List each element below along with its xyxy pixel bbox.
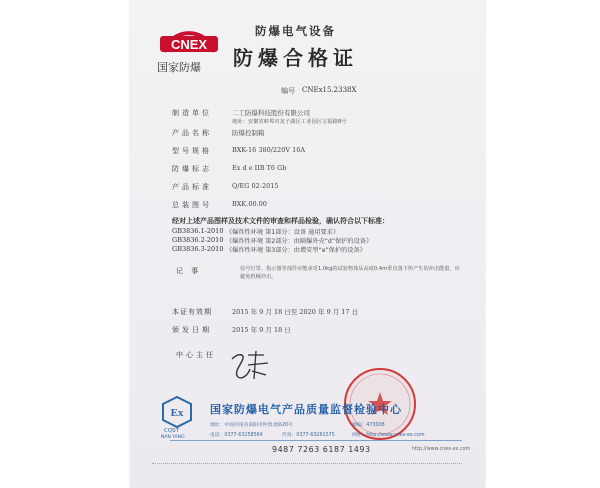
director-signature [228,347,272,383]
issue-date-label: 颁发日期 [172,326,212,334]
standard-text-3: 《爆炸性环境 第3部分：由增安型“e”保护的设备》 [226,247,366,254]
cqst-city: NAN YANG [161,435,185,440]
field-value-ex-marking: Ex d e IIB T6 Gb [232,164,287,172]
institute-name: 国家防爆电气产品质量监督检验中心 [210,403,402,416]
svg-text:Ex: Ex [170,407,184,419]
standard-code-1: GB3836.1-2010 [172,227,224,235]
field-value-manufacturer: 二工防爆科技股份有限公司 [232,109,310,117]
standard-text-2: 《爆炸性环境 第2部分：由隔爆外壳“d”保护的设备》 [226,238,373,245]
field-value-model: BXK-16 380/220V 16A [232,146,306,154]
validity-value: 2015 年 9 月 18 日至 2020 年 9 月 17 日 [232,308,359,316]
institute-fax: 传真：0377-63261575 [282,433,335,438]
field-label-manufacturer: 制造单位 [172,109,212,117]
serial-number: 9487 7263 6187 1493 [272,445,371,454]
remarks-text: 信号灯罩、指示器等部件应能承受1.0kg的试验物体从高度0.4m垂直落下所产生的冲击能量，应避免机械冲击。 [240,266,460,280]
remarks-label: 记 事 [176,267,202,275]
institute-address: 地址：中国河南省南阳市仲景北路20号 [210,423,293,428]
field-value-standard: Q/EG 02-2015 [232,182,279,190]
cnex-logo [158,22,220,60]
logo-caption: 国家防爆 [157,61,201,74]
field-label-standard: 产品标准 [172,183,212,191]
cqst-name: CQST [164,428,180,434]
validity-label: 本证有效期 [172,308,212,316]
director-label: 中心主任 [176,351,216,359]
cert-no: CNEx15.2338X [302,86,357,94]
standard-code-3: GB3836.3-2010 [172,245,224,253]
review-statement: 经对上述产品图样及技术文件的审查和样品检验，确认符合以下标准： [172,217,389,225]
field-value-drawing-no: BXK.00.00 [232,200,267,208]
manufacturer-address: 地址：安徽省蚌埠市龙子湖区工业园区宝福路8号 [232,119,347,125]
certificate-title: 防爆合格证 [233,46,358,70]
cert-no-label: 编号 [281,87,295,95]
institute-phone: 电话：0377-63258564 [210,433,263,438]
field-label-product-name: 产品名称 [172,129,212,137]
cqst-logo [160,396,194,428]
org-name: 防爆电气设备 [255,24,336,38]
footer-divider [170,440,462,441]
field-label-ex-marking: 防爆标志 [172,165,212,173]
institute-website: 网址：http://www.cnex-ex.com [352,433,425,438]
standard-text-1: 《爆炸性环境 第1部分：设备 通用要求》 [226,229,340,236]
standard-code-2: GB3836.2-2010 [172,236,224,244]
logo-text: CNEX [170,37,208,52]
field-value-product-name: 防爆控制箱 [232,129,265,137]
perforation-edge [152,463,462,465]
field-label-model: 型号规格 [172,147,212,155]
institute-postcode: 邮编：473008 [352,423,385,428]
footer-website: http://www.cnex-ex.com [412,447,471,452]
issue-date-value: 2015 年 9 月 18 日 [232,326,291,334]
field-label-drawing-no: 总装图号 [172,201,212,209]
